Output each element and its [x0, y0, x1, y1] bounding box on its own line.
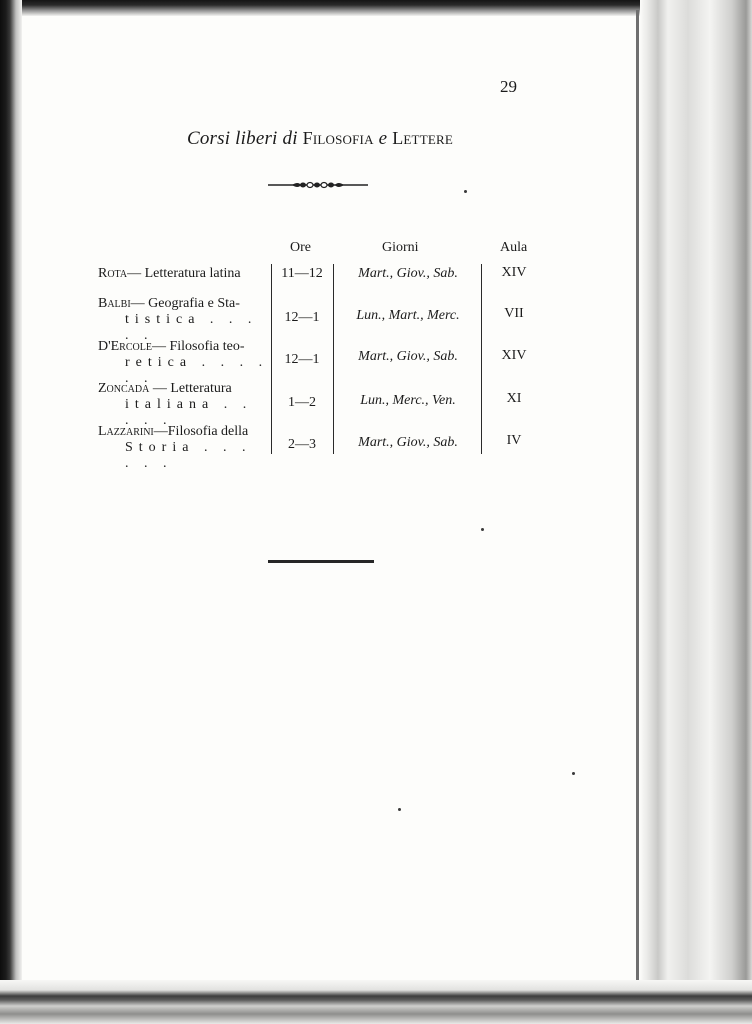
- cell-aula: XIV: [501, 265, 527, 280]
- cell-aula: XI: [506, 391, 522, 406]
- course-title: —Filosofia della: [153, 424, 249, 439]
- cell-aula: VII: [504, 306, 524, 321]
- cell-giorni: Lun., Mart., Merc.: [356, 308, 460, 323]
- course-teacher: Lazzarini: [98, 424, 154, 439]
- course-title: — Letteratura latina: [127, 266, 241, 281]
- course-title-continued: retica . . . . . .: [125, 355, 269, 386]
- course-title-continued: italiana . . . . .: [125, 397, 253, 428]
- closing-rule: [268, 560, 374, 563]
- scan-speck: [464, 190, 467, 193]
- course-title-continued: tistica . . . . .: [125, 312, 258, 343]
- page-number: 29: [500, 77, 517, 96]
- cell-ore: 12—1: [284, 352, 320, 367]
- course-title: — Letteratura: [149, 381, 232, 396]
- table-row: [98, 296, 270, 344]
- course-teacher: Balbi: [98, 296, 131, 311]
- page-title: [130, 128, 510, 150]
- table-rule-2: [333, 264, 334, 454]
- scan-speck: [398, 808, 401, 811]
- course-teacher: Rota: [98, 266, 128, 281]
- title-subject-1: Filosofia: [302, 128, 374, 148]
- page-edge-line: [636, 10, 639, 990]
- title-italic: Corsi liberi di: [186, 128, 298, 149]
- table-rule-3: [481, 264, 482, 454]
- column-header-ore: Ore: [290, 240, 311, 255]
- scan-edge-right: [640, 0, 752, 1024]
- scan-speck: [481, 528, 484, 531]
- title-subject-2: Lettere: [392, 128, 453, 148]
- ornament-divider: [268, 179, 368, 191]
- cell-aula: XIV: [501, 348, 527, 363]
- course-teacher: D'Ercole: [98, 339, 152, 354]
- column-header-aula: Aula: [500, 240, 528, 255]
- title-conjunction: e: [378, 128, 388, 149]
- table-row: [98, 424, 270, 472]
- table-row: [98, 266, 270, 282]
- cell-giorni: Mart., Giov., Sab.: [358, 266, 458, 281]
- cell-aula: IV: [506, 433, 522, 448]
- table-row: [98, 381, 270, 429]
- column-header-giorni: Giorni: [382, 240, 419, 255]
- course-title: — Filosofia teo-: [151, 339, 245, 354]
- cell-ore: 2—3: [288, 437, 316, 452]
- scan-speck: [572, 772, 575, 775]
- scan-edge-bottom: [0, 980, 752, 1024]
- cell-ore: 1—2: [288, 395, 316, 410]
- table-row: [98, 339, 270, 387]
- cell-ore: 12—1: [284, 310, 320, 325]
- book-spine: [0, 0, 22, 1024]
- course-teacher: Zoncada: [98, 381, 150, 396]
- course-title: — Geografia e Sta-: [130, 296, 240, 311]
- cell-giorni: Lun., Merc., Ven.: [360, 393, 456, 408]
- cell-giorni: Mart., Giov., Sab.: [358, 435, 458, 450]
- cell-giorni: Mart., Giov., Sab.: [358, 349, 458, 364]
- course-title-continued: Storia . . . . . .: [125, 440, 252, 471]
- cell-ore: 11—12: [281, 266, 323, 281]
